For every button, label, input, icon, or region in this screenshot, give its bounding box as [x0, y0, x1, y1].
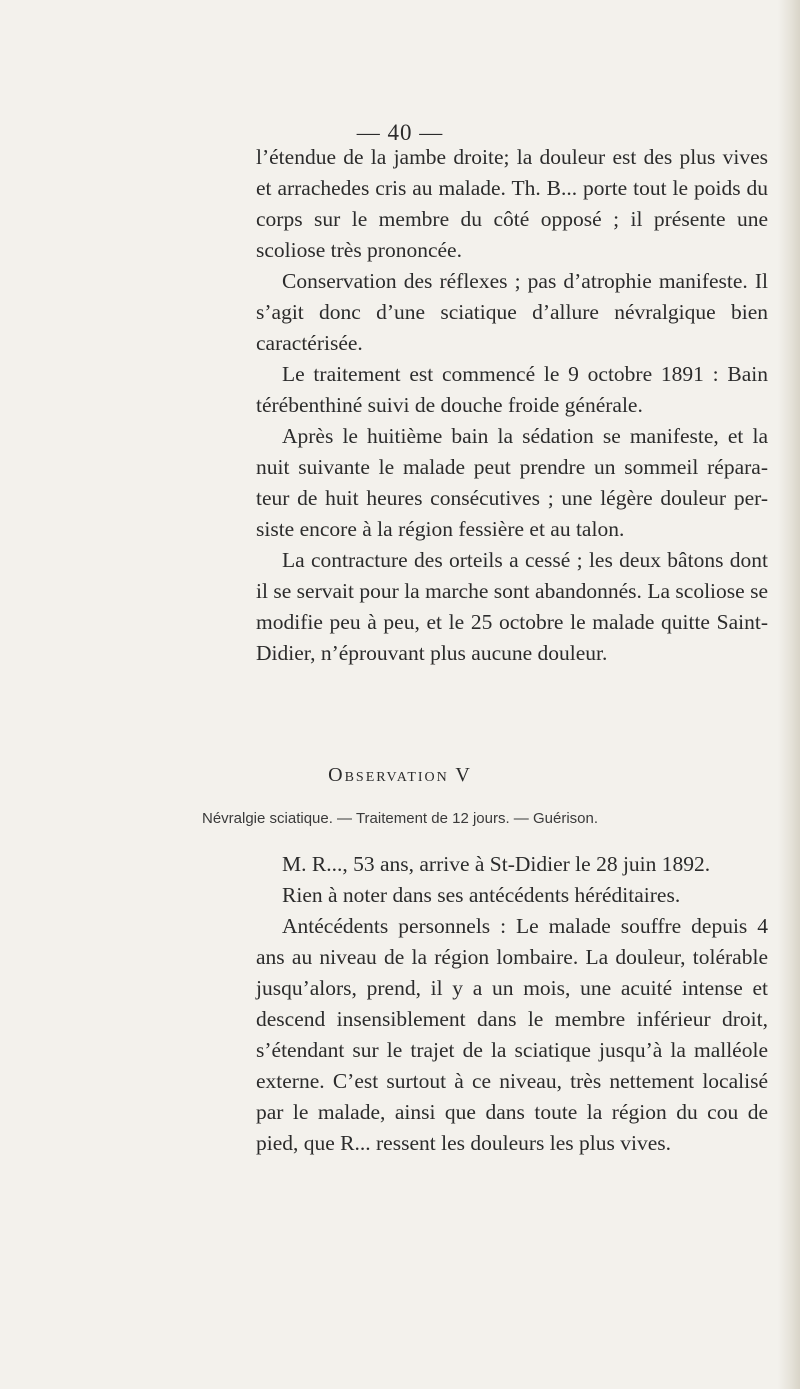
observation-heading: Observation V: [328, 764, 472, 786]
page-edge-shadow: [778, 0, 800, 1389]
section-2-text: [256, 849, 768, 1159]
paragraph: Après le huitième bain la sédation se manifeste, et la nuit suivante le malade peut prendre un sommeil répara-teur de huit heures consécutives ; une légère douleur per-siste encore à la région fessière et au talon.: [256, 424, 768, 541]
paragraph: Le traitement est commencé le 9 octobre 1891 : Bain térébenthiné suivi de douche froide générale.: [256, 362, 768, 417]
paragraph: Conservation des réflexes ; pas d’atrophie manifeste. Il s’agit donc d’une sciatique d’allure névralgique bien caractérisée.: [256, 269, 768, 355]
page-number: — 40 —: [356, 120, 444, 145]
section-1-text: [256, 142, 768, 669]
paragraph: l’étendue de la jambe droite; la douleur est des plus vives et arrachedes cris au malade. Th. B... porte tout le poids du corps sur le membre du côté opposé ; il présente une scoliose très prononcée.: [256, 145, 768, 262]
observation-summary: Névralgie sciatique. — Traitement de 12 jours. — Guérison.: [201, 810, 598, 827]
paragraph: La contracture des orteils a cessé ; les deux bâtons dont il se servait pour la marche sont abandonnés. La scoliose se modifie peu à peu, et le 25 octobre le malade quitte Saint-Didier, n’éprouvant plus aucune douleur.: [256, 548, 768, 665]
paragraph: Rien à noter dans ses antécédents héréditaires.: [282, 883, 681, 907]
paragraph: Antécédents personnels : Le malade souffre depuis 4 ans au niveau de la région lombaire. La douleur, tolérable jusqu’alors, prend, il y a un mois, une acuité intense et descend insensiblement dans le membre inférieur droit, s’étendant sur le trajet de la sciatique jusqu’à la malléole externe. C’est surtout à ce niveau, très nettement localisé par le malade, ainsi que dans toute la région du cou de pied, que R... ressent les douleurs les plus vives.: [256, 914, 768, 1155]
paragraph: M. R..., 53 ans, arrive à St-Didier le 28 juin 1892.: [282, 852, 711, 876]
